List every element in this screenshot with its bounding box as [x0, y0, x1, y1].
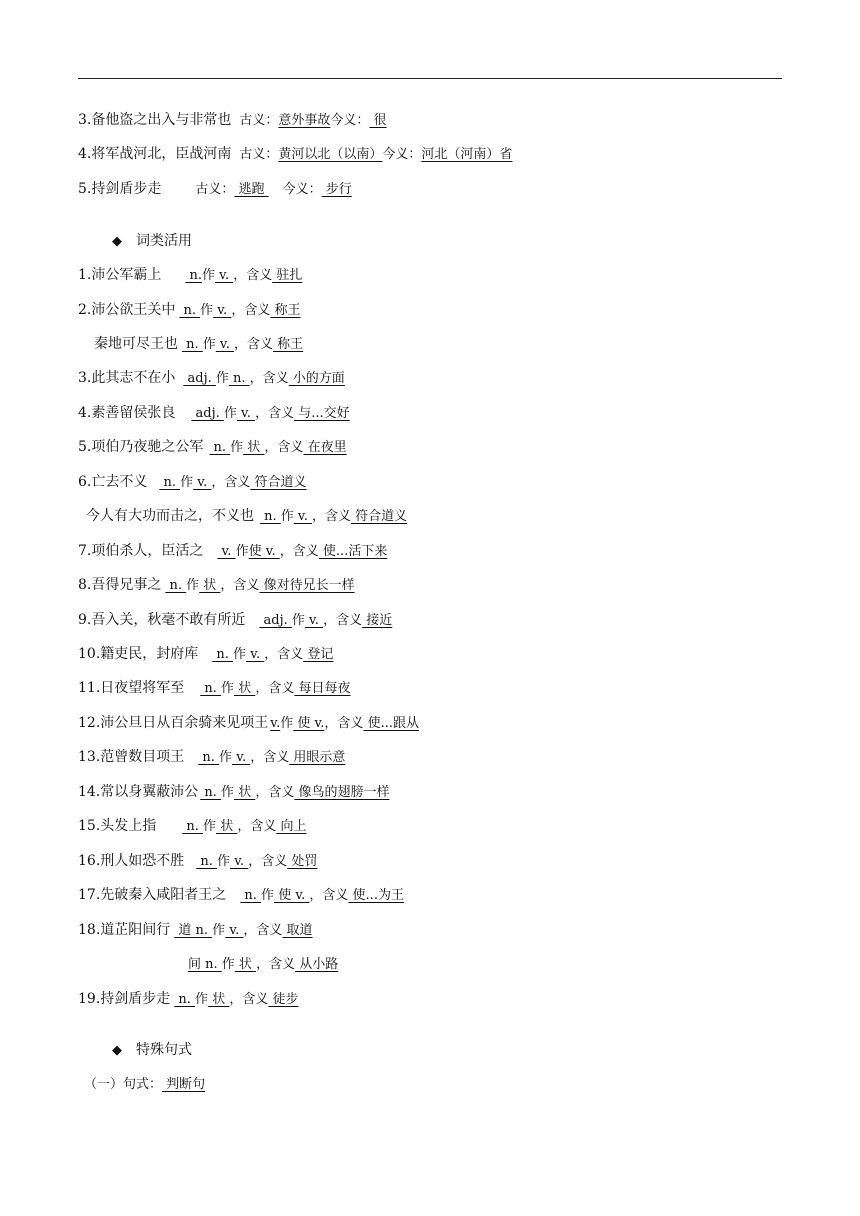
hanyi-value: 向上	[276, 819, 307, 834]
cilei-row	[78, 645, 333, 664]
sentence: 刑人如恐不胜	[100, 853, 185, 869]
cilei-row	[78, 921, 313, 940]
cilei-row	[78, 404, 350, 423]
zuo-word: 作	[202, 268, 216, 283]
sentence: 籍吏民，封府库	[100, 646, 199, 662]
hanyi-value: 称王	[270, 303, 301, 318]
item-number: 4.	[78, 405, 92, 421]
item-number: 3.	[78, 112, 92, 128]
to-pos: 状	[234, 785, 256, 800]
hanyi-value: 接近	[362, 613, 393, 628]
hanyi-value: 在夜里	[303, 440, 347, 455]
header-rule	[78, 78, 782, 79]
sentence: 吾得兄事之	[91, 577, 162, 593]
zuo-word: 作	[233, 647, 247, 662]
to-pos: 状	[199, 578, 221, 593]
sentence: 此其志不在小	[91, 370, 176, 386]
gu-value: 逃跑	[234, 182, 269, 197]
item-number: 14.	[78, 784, 101, 800]
jin-label: 今义：	[282, 182, 322, 197]
sentence: 常以身翼蔽沛公	[100, 784, 199, 800]
gujin-row	[78, 145, 512, 164]
from-pos: n.	[209, 440, 231, 455]
juzi-line	[84, 1075, 205, 1094]
item-number: 5.	[78, 181, 92, 197]
from-pos: n.	[212, 647, 234, 662]
from-pos: n.	[196, 854, 218, 869]
jin-label: 今义：	[382, 147, 422, 162]
to-pos: 状	[216, 819, 238, 834]
from-pos: n.	[240, 888, 262, 903]
item-number: 11.	[78, 680, 101, 696]
cilei-row	[78, 714, 419, 733]
jin-value: 河北（河南）省	[421, 147, 513, 162]
cilei-row	[78, 266, 302, 285]
cilei-row	[94, 335, 303, 354]
cilei-row	[78, 473, 307, 492]
item-number: 1.	[78, 267, 92, 283]
item-number: 13.	[78, 749, 101, 765]
zuo-word: 作	[280, 509, 294, 524]
from-pos: n.	[260, 509, 281, 524]
hanyi-label: ，含义	[237, 819, 277, 834]
item-number: 2.	[78, 302, 92, 318]
from-pos: n.	[179, 303, 201, 318]
from-pos: n.	[174, 992, 196, 1007]
zuo-word: 作	[230, 440, 244, 455]
diamond-bullet-icon: ◆	[112, 234, 122, 249]
cilei-row	[188, 955, 338, 974]
cilei-row	[78, 679, 350, 698]
cilei-row	[78, 611, 392, 630]
zuo-word: 作	[217, 854, 231, 869]
cilei-row	[78, 990, 298, 1009]
to-pos: 状	[234, 681, 256, 696]
cilei-heading	[112, 232, 192, 251]
hanyi-value: 使...为王	[348, 888, 404, 903]
item-number: 19.	[78, 991, 101, 1007]
hanyi-label: ，含义	[264, 440, 304, 455]
to-pos: v.	[215, 337, 234, 352]
sentence: 沛公军霸上	[91, 267, 162, 283]
hanyi-label: ，含义	[211, 475, 251, 490]
zuo-word: 作	[212, 923, 226, 938]
hanyi-value: 像鸟的翅膀一样	[294, 785, 390, 800]
hanyi-value: 驻扎	[272, 268, 303, 283]
hanyi-value: 与...交好	[294, 406, 350, 421]
item-number: 17.	[78, 887, 101, 903]
hanyi-label: ，含义	[248, 854, 288, 869]
to-pos: v.	[293, 509, 312, 524]
sentence: 日夜望将军至	[100, 680, 185, 696]
from-pos: adj.	[183, 371, 216, 386]
item-number: 8.	[78, 577, 92, 593]
hanyi-value: 处罚	[287, 854, 318, 869]
sentence: 持剑盾步走	[91, 181, 162, 197]
to-pos: 使 v.	[248, 544, 280, 559]
hanyi-label: ，含义	[233, 268, 273, 283]
sentence: 吾入关，秋毫不敢有所近	[91, 612, 246, 628]
from-pos: adj.	[259, 613, 292, 628]
cilei-row	[78, 886, 404, 905]
teshu-heading	[112, 1041, 192, 1060]
hanyi-value: 用眼示意	[289, 750, 346, 765]
zuo-word: 作	[203, 819, 217, 834]
cilei-row	[78, 748, 345, 767]
hanyi-label: ，含义	[312, 509, 352, 524]
gujin-row	[78, 111, 387, 130]
item-number: 3.	[78, 370, 92, 386]
hanyi-value: 使...跟从	[363, 716, 419, 731]
to-pos: v.	[232, 750, 251, 765]
item-number: 10.	[78, 646, 101, 662]
zuo-word: 作	[223, 406, 237, 421]
zuo-word: 作	[221, 785, 235, 800]
item-number: 9.	[78, 612, 92, 628]
from-pos: n.	[182, 337, 203, 352]
cilei-row	[78, 542, 387, 561]
diamond-bullet-icon: ◆	[112, 1043, 122, 1058]
item-number: 4.	[78, 146, 92, 162]
hanyi-label: ，含义	[229, 992, 269, 1007]
hanyi-value: 符合道义	[250, 475, 307, 490]
from-pos: 道 n.	[174, 923, 213, 938]
gujin-row	[78, 180, 352, 199]
from-pos: n.	[165, 578, 187, 593]
hanyi-label: ，含义	[323, 613, 363, 628]
to-pos: v.	[246, 647, 265, 662]
sentence: 范曾数目项王	[100, 749, 185, 765]
hanyi-label: ，含义	[220, 578, 260, 593]
to-pos: v.	[213, 303, 232, 318]
cilei-title: 词类活用	[136, 233, 192, 249]
sentence: 今人有大功而击之，不义也	[86, 508, 254, 524]
item-number: 16.	[78, 853, 101, 869]
to-pos: v.	[304, 613, 324, 628]
hanyi-value: 使...活下来	[318, 544, 388, 559]
hanyi-label: ，含义	[324, 716, 364, 731]
gu-label: 古义：	[195, 182, 235, 197]
cilei-row	[78, 817, 306, 836]
to-pos: v.	[193, 475, 212, 490]
zuo-word: 作	[280, 716, 294, 731]
zuo-word: 作	[221, 681, 235, 696]
sentence: 亡去不义	[91, 474, 148, 490]
gu-value: 意外事故	[278, 113, 331, 128]
sentence: 沛公欲王关中	[91, 302, 176, 318]
item-number: 12.	[78, 715, 101, 731]
zuo-word: 作	[200, 303, 214, 318]
cilei-row	[78, 783, 389, 802]
from-pos: v.	[217, 544, 236, 559]
cilei-row	[78, 301, 301, 320]
hanyi-label: ，含义	[264, 647, 304, 662]
sentence: 沛公旦日从百余骑来见项王	[100, 715, 269, 731]
from-pos: n.	[198, 750, 220, 765]
hanyi-value: 小的方面	[288, 371, 345, 386]
hanyi-value: 每日每夜	[294, 681, 351, 696]
teshu-title: 特殊句式	[136, 1042, 192, 1058]
hanyi-label: ，含义	[250, 750, 290, 765]
zuo-word: 作	[261, 888, 275, 903]
zuo-word: 作	[221, 957, 235, 972]
from-pos: v.	[270, 716, 281, 731]
from-pos: n.	[200, 785, 222, 800]
from-pos: n.	[200, 681, 222, 696]
juzi-value: 判断句	[162, 1077, 206, 1092]
item-number: 5.	[78, 439, 92, 455]
hanyi-value: 徒步	[268, 992, 299, 1007]
cilei-row	[78, 438, 347, 457]
zuo-word: 作	[219, 750, 233, 765]
zuo-word: 作	[195, 992, 209, 1007]
gu-label: 古义：	[239, 113, 279, 128]
sentence: 头发上指	[100, 818, 157, 834]
zuo-word: 作	[215, 371, 229, 386]
item-number: 6.	[78, 474, 92, 490]
sentence: 秦地可尽王也	[94, 336, 178, 352]
to-pos: v.	[225, 923, 244, 938]
to-pos: v.	[230, 854, 249, 869]
zuo-word: 作	[235, 544, 249, 559]
zuo-word: 作	[202, 337, 216, 352]
cilei-row	[78, 576, 355, 595]
item-number: 7.	[78, 543, 92, 559]
hanyi-value: 取道	[282, 923, 313, 938]
cilei-row	[78, 369, 345, 388]
jin-value: 步行	[321, 182, 352, 197]
cilei-row	[78, 852, 317, 871]
hanyi-label: ，含义	[279, 544, 319, 559]
hanyi-label: ，含义	[309, 888, 349, 903]
cilei-row	[86, 507, 407, 526]
to-pos: n.	[228, 371, 250, 386]
hanyi-label: ，含义	[231, 303, 271, 318]
hanyi-value: 称王	[273, 337, 304, 352]
hanyi-label: ，含义	[255, 406, 295, 421]
to-pos: v.	[236, 406, 256, 421]
hanyi-label: ，含义	[255, 681, 295, 696]
jin-value: 很	[369, 113, 387, 128]
to-pos: 使 v.	[274, 888, 310, 903]
hanyi-label: ，含义	[243, 923, 283, 938]
item-number: 18.	[78, 922, 101, 938]
gu-value: 黄河以北（以南）	[278, 147, 383, 162]
to-pos: v.	[215, 268, 234, 283]
gu-label: 古义：	[239, 147, 279, 162]
sentence: 先破秦入咸阳者王之	[100, 887, 227, 903]
item-number: 15.	[78, 818, 101, 834]
to-pos: 状	[234, 957, 257, 972]
from-pos: adj.	[191, 406, 224, 421]
zuo-word: 作	[180, 475, 194, 490]
sentence: 项伯杀人，臣活之	[91, 543, 204, 559]
from-pos: 间 n.	[188, 957, 222, 972]
to-pos: 状	[243, 440, 265, 455]
sentence: 素善留侯张良	[91, 405, 176, 421]
sentence: 项伯乃夜驰之公军	[91, 439, 204, 455]
from-pos: n.	[185, 268, 202, 283]
jin-label: 今义：	[330, 113, 370, 128]
from-pos: n.	[159, 475, 181, 490]
hanyi-label: ，含义	[255, 785, 295, 800]
hanyi-value: 符合道义	[351, 509, 408, 524]
hanyi-value: 从小路	[295, 957, 339, 972]
hanyi-value: 像对待兄长一样	[259, 578, 355, 593]
hanyi-label: ，含义	[249, 371, 289, 386]
juzi-label: （一）句式：	[84, 1077, 163, 1092]
to-pos: 状	[208, 992, 230, 1007]
sentence: 备他盗之出入与非常也	[91, 112, 232, 128]
hanyi-label: ，含义	[234, 337, 274, 352]
from-pos: n.	[182, 819, 204, 834]
sentence: 持剑盾步走	[100, 991, 171, 1007]
zuo-word: 作	[186, 578, 200, 593]
hanyi-label: ，含义	[256, 957, 296, 972]
sentence: 道芷阳间行	[100, 922, 171, 938]
sentence: 将军战河北，臣战河南	[91, 146, 232, 162]
to-pos: 使 v.	[293, 716, 325, 731]
zuo-word: 作	[291, 613, 305, 628]
hanyi-value: 登记	[303, 647, 334, 662]
